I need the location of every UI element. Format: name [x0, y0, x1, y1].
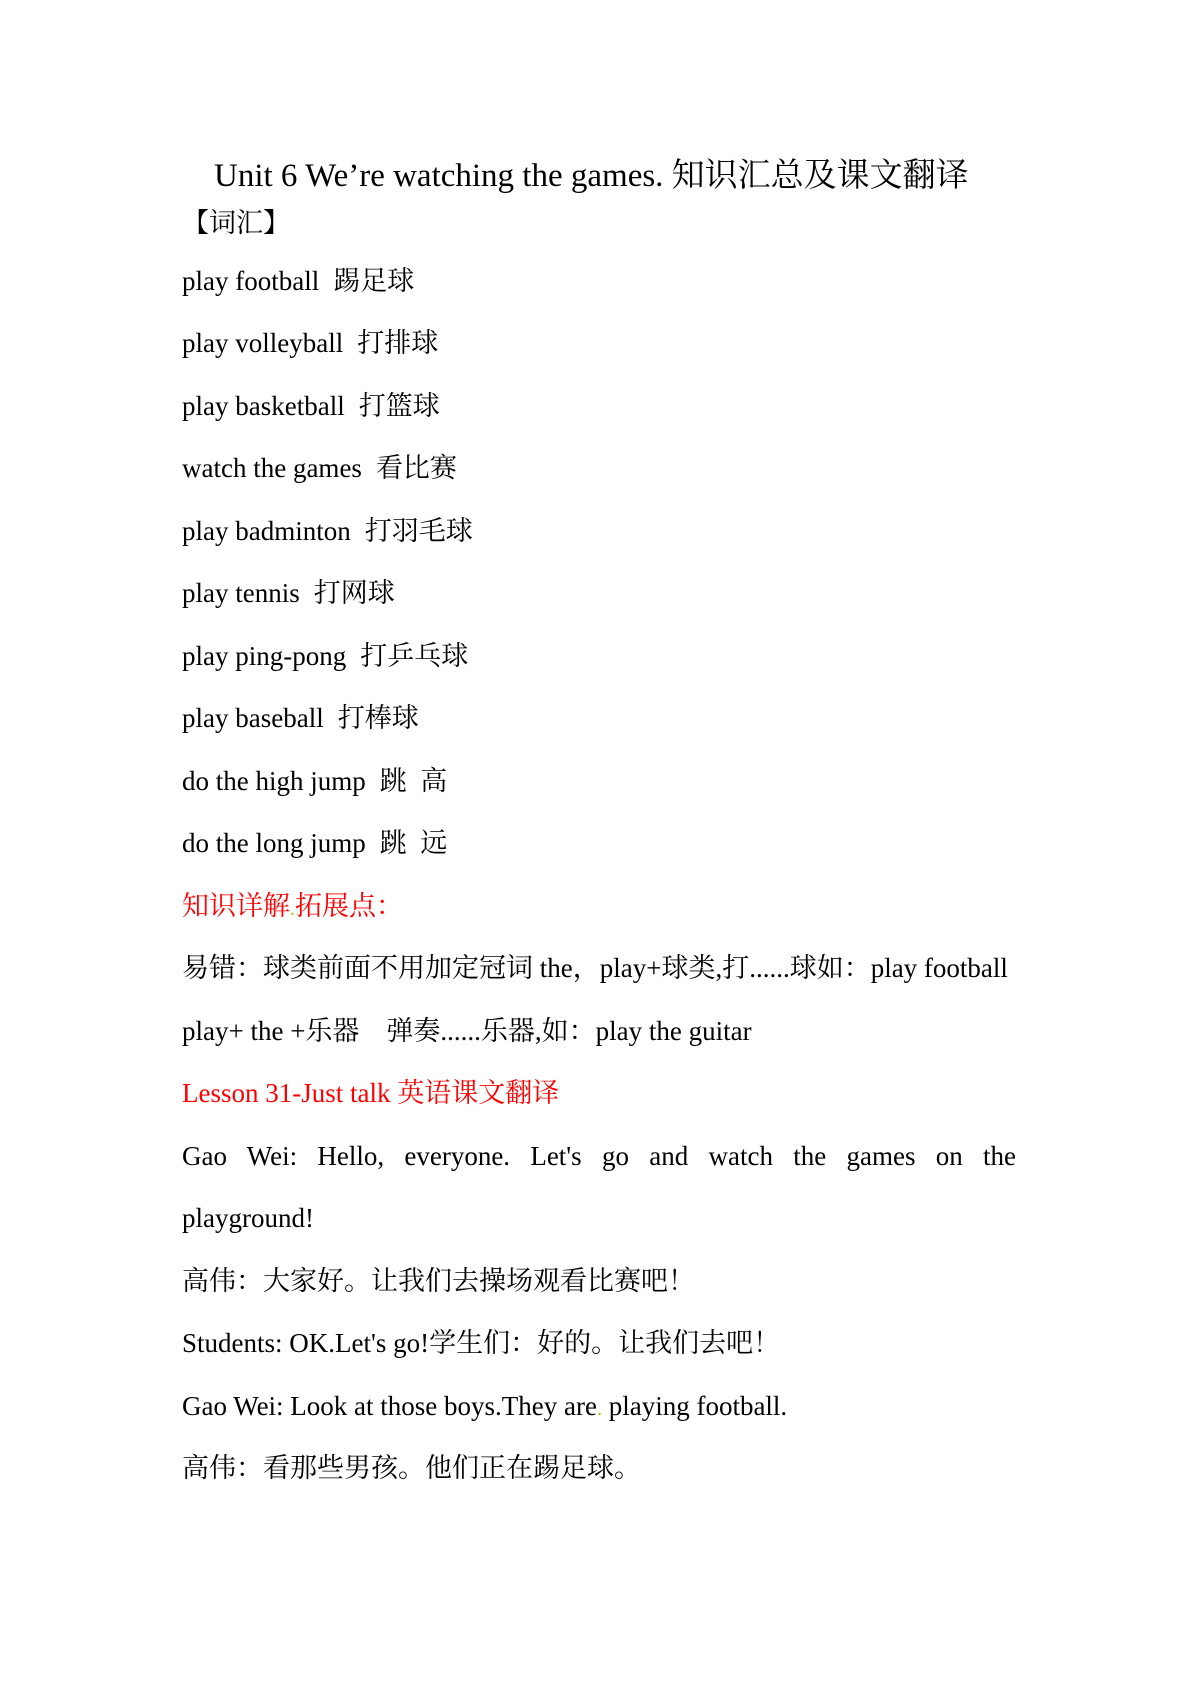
vocab-zh: 打乒乓球 — [360, 641, 469, 671]
dialogue-line: playground! — [182, 1203, 314, 1233]
vocab-zh: 踢足球 — [333, 266, 415, 296]
dialogue-line — [182, 1386, 787, 1429]
vocab-item — [182, 323, 438, 363]
vocab-zh: 打棒球 — [337, 703, 419, 733]
revision-mark: . — [596, 1398, 602, 1420]
vocab-en: do the high jump — [182, 766, 366, 796]
vocab-item — [182, 448, 457, 488]
dialogue-translation: 高伟：大家好。让我们去操场观看比赛吧！ — [182, 1266, 695, 1296]
vocab-item — [182, 573, 395, 613]
vocab-item — [182, 511, 473, 551]
knowledge-heading-part: 知识详解 — [182, 891, 290, 921]
knowledge-heading-part: 拓展点： — [295, 891, 403, 921]
vocab-zh: 打羽毛球 — [364, 516, 473, 546]
vocab-zh: 打排球 — [357, 328, 439, 358]
vocab-en: play volleyball — [182, 328, 344, 358]
vocab-item — [182, 823, 447, 863]
vocab-en: play badminton — [182, 516, 351, 546]
vocab-zh: 看比赛 — [375, 453, 457, 483]
page-title: Unit 6 We’re watching the games. 知识汇总及课文翻译 — [214, 158, 969, 194]
dialogue-line: Students: OK.Let's go!学生们：好的。让我们去吧！ — [182, 1328, 781, 1358]
vocab-en: play basketball — [182, 391, 345, 421]
vocab-en: do the long jump — [182, 828, 366, 858]
note-line: 易错：球类前面不用加定冠词 the，play+球类,打......球如：play football — [182, 953, 1008, 983]
vocab-en: play football — [182, 266, 320, 296]
vocab-item — [182, 261, 414, 301]
vocab-en: play tennis — [182, 578, 300, 608]
vocab-zh: 跳 远 — [379, 828, 448, 858]
dialogue-segment: Gao Wei: Look at those boys.They are — [182, 1391, 597, 1421]
revision-mark: . — [290, 898, 295, 920]
vocab-heading: 【词汇】 — [182, 208, 290, 238]
dialogue-translation: 高伟：看那些男孩。他们正在踢足球。 — [182, 1453, 641, 1483]
vocab-item — [182, 761, 447, 801]
note-line: play+ the +乐器 弹奏......乐器,如：play the guitar — [182, 1016, 752, 1046]
vocab-en: play baseball — [182, 703, 324, 733]
lesson-heading: Lesson 31-Just talk 英语课文翻译 — [182, 1078, 560, 1108]
knowledge-heading — [182, 886, 403, 929]
vocab-en: watch the games — [182, 453, 362, 483]
vocab-zh: 跳 高 — [379, 766, 448, 796]
vocab-item — [182, 386, 440, 426]
vocab-en: play ping-pong — [182, 641, 347, 671]
dialogue-segment: playing football. — [608, 1391, 788, 1421]
vocab-item — [182, 698, 419, 738]
vocab-zh: 打篮球 — [358, 391, 440, 421]
vocab-zh: 打网球 — [313, 578, 395, 608]
dialogue-line: Gao Wei: Hello, everyone. Let's go and watch the games on the — [182, 1141, 1016, 1171]
vocab-item — [182, 636, 468, 676]
